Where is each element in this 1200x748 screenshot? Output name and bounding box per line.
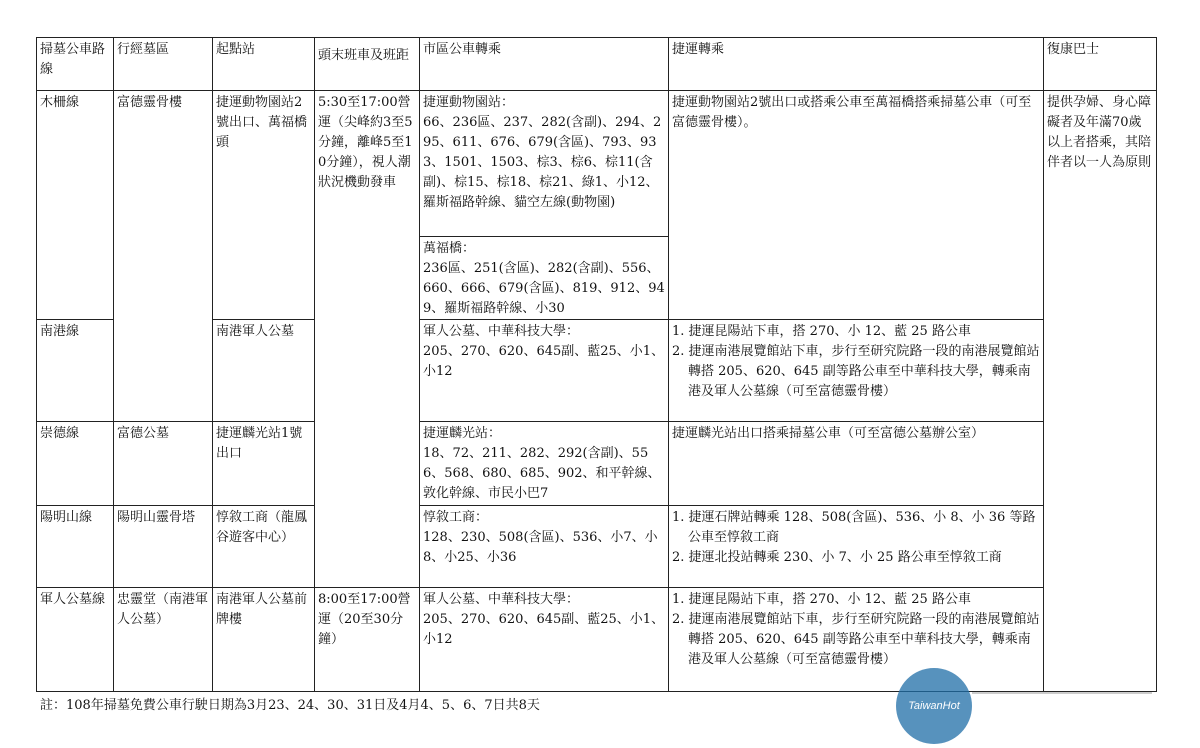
bus-zoo: 捷運動物園站： 66、236區、237、282(含副)、294、295、611、676、679(含區)、793、933、1501、1503、棕3、棕6、棕11(含副)、棕15、棕18、棕21、綠1、小12、羅斯福路幹線、貓空左線(動物園) xyxy=(420,91,669,237)
start-linguang: 捷運麟光站1號出口 xyxy=(213,422,315,506)
table-row xyxy=(37,506,1157,588)
table-row xyxy=(37,588,1157,692)
mrt-dunxu xyxy=(669,506,1044,588)
bus-dunxu: 惇敘工商： 128、230、508(含區)、536、小7、小8、小25、小36 xyxy=(420,506,669,588)
list-item: 1. 捷運昆陽站下車，搭 270、小 12、藍 25 路公車 xyxy=(672,592,971,607)
mrt-nangang xyxy=(669,320,1044,422)
mrt-linguang: 捷運麟光站出口搭乘掃墓公車（可至富德公墓辦公室） xyxy=(669,422,1044,506)
list-item: 2. 捷運南港展覽館站下車，步行至研究院路一段的南港展覽館站轉搭 205、620、645 副等路公車至中華科技大學，轉乘南港及軍人公墓線（可至富德靈骨樓） xyxy=(672,612,1040,667)
header-start: 起點站 xyxy=(213,38,315,91)
line-nangang: 南港線 xyxy=(37,320,114,422)
header-district: 行經墓區 xyxy=(114,38,213,91)
line-military-cemetery: 軍人公墓線 xyxy=(37,588,114,692)
district-yangmingshan: 陽明山靈骨塔 xyxy=(114,506,213,588)
table-row xyxy=(37,422,1157,506)
list-item: 1. 捷運昆陽站下車，搭 270、小 12、藍 25 路公車 xyxy=(672,324,971,339)
header-city-bus: 市區公車轉乘 xyxy=(420,38,669,91)
hours-military: 8:00至17:00營運（20至30分鐘） xyxy=(315,588,420,692)
start-gate: 南港軍人公墓前牌樓 xyxy=(213,588,315,692)
watermark-bar xyxy=(972,692,1152,694)
line-yangmingshan: 陽明山線 xyxy=(37,506,114,588)
fukang-note: 提供孕婦、身心障礙者及年滿70歲以上者搭乘，其陪伴者以一人為原則 xyxy=(1044,91,1157,692)
mrt-zoo: 捷運動物園站2號出口或搭乘公車至萬福橋搭乘掃墓公車（可至富德靈骨樓）。 xyxy=(669,91,1044,320)
bus-schedule-table xyxy=(36,37,1157,692)
footnote: 註：108年掃墓免費公車行駛日期為3月23、24、30、31日及4月4、5、6、7日共8天 xyxy=(40,698,540,713)
line-chongde: 崇德線 xyxy=(37,422,114,506)
bus-military: 軍人公墓、中華科技大學： 205、270、620、645副、藍25、小1、小12 xyxy=(420,588,669,692)
header-row xyxy=(37,38,1157,91)
district-fude-ossuary: 富德靈骨樓 xyxy=(114,91,213,422)
header-fukang: 復康巴士 xyxy=(1044,38,1157,91)
watermark-text: TaiwanHot xyxy=(908,700,960,712)
header-line: 掃墓公車路線 xyxy=(37,38,114,91)
line-muzha: 木柵線 xyxy=(37,91,114,320)
mrt-military xyxy=(669,588,1044,692)
hours-main: 5:30至17:00營運（尖峰約3至5分鐘，離峰5至10分鐘），視人潮狀況機動發車 xyxy=(315,91,420,588)
district-zhongling: 忠靈堂（南港軍人公墓） xyxy=(114,588,213,692)
table-row xyxy=(37,91,1157,237)
watermark-logo xyxy=(896,668,972,744)
start-nangang: 南港軍人公墓 xyxy=(213,320,315,422)
list-item: 2. 捷運南港展覽館站下車，步行至研究院路一段的南港展覽館站轉搭 205、620、645 副等路公車至中華科技大學，轉乘南港及軍人公墓線（可至富德靈骨樓） xyxy=(672,344,1040,399)
bus-wanfu-bridge: 萬福橋： 236區、251(含區)、282(含副)、556、660、666、679(含區)、819、912、949、羅斯福路幹線、小30 xyxy=(420,237,669,320)
list-item: 1. 捷運石牌站轉乘 128、508(含區)、536、小 8、小 36 等路公車至惇敘工商 xyxy=(672,510,1036,545)
bus-linguang: 捷運麟光站： 18、72、211、282、292(含副)、556、568、680、685、902、和平幹線、敦化幹線、市民小巴7 xyxy=(420,422,669,506)
start-dunxu: 惇敘工商（龍鳳谷遊客中心） xyxy=(213,506,315,588)
header-hours: 頭末班車及班距 xyxy=(315,38,420,91)
bus-nangang: 軍人公墓、中華科技大學： 205、270、620、645副、藍25、小1、小12 xyxy=(420,320,669,422)
list-item: 2. 捷運北投站轉乘 230、小 7、小 25 路公車至惇敘工商 xyxy=(672,550,1002,565)
district-fude-cemetery: 富德公墓 xyxy=(114,422,213,506)
start-zoo: 捷運動物園站2號出口、萬福橋頭 xyxy=(213,91,315,320)
header-mrt: 捷運轉乘 xyxy=(669,38,1044,91)
